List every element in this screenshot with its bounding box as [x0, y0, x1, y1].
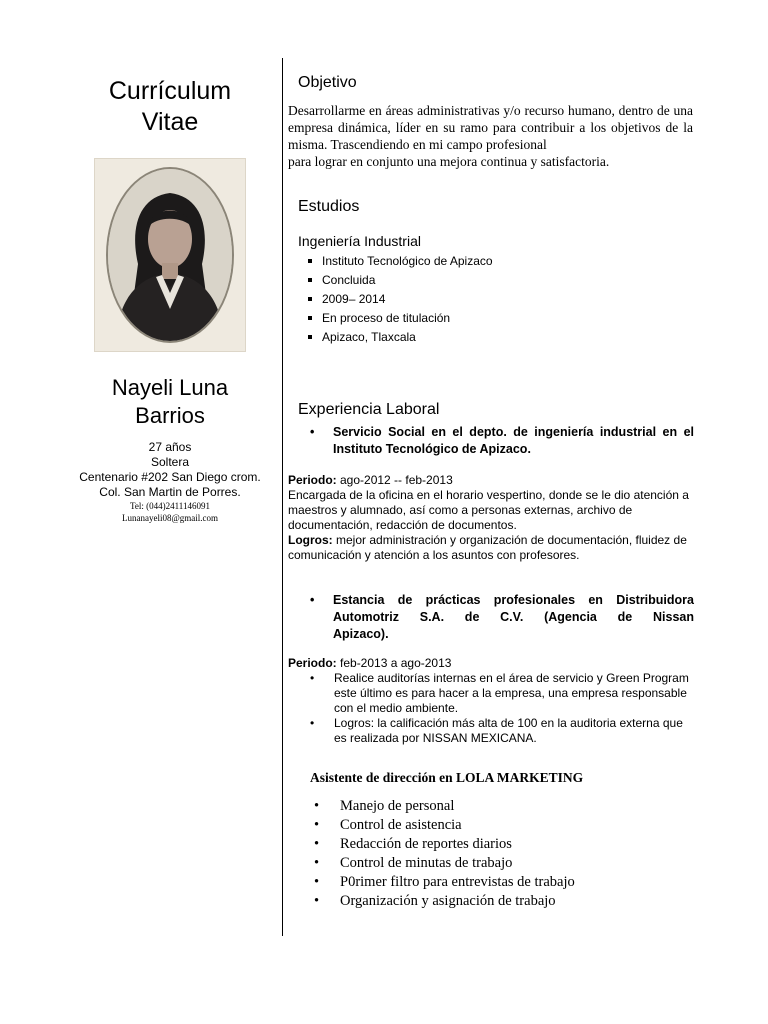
objetivo-text	[288, 102, 693, 170]
phone: Tel: (044)2411146091	[130, 501, 210, 511]
name-line1: Nayeli Luna	[111, 375, 229, 400]
job1-logros	[288, 533, 694, 563]
list-item: • Manejo de personal	[314, 797, 575, 816]
estudios-heading: Estudios	[298, 198, 360, 215]
job1-description: Encargada de la oficina en el horario vespertino, donde se le dio atención a maestros y alumnado, así como a personas externas, archivo de documentación, redacción de documentos.	[288, 488, 689, 532]
cv-title-line2: Vitae	[141, 108, 199, 136]
list-item: Concluida	[306, 271, 493, 290]
sidebar	[60, 72, 280, 524]
period-value: feb-2013 a ago-2013	[336, 656, 452, 670]
logros-label: Logros:	[288, 533, 333, 547]
profile-photo-oval	[106, 167, 234, 343]
objetivo-text-main: Desarrollarme en áreas administrativas y/o recurso humano, dentro de una empresa dinámica, líder en su ramo para contribuir a los objetivos de la misma. Trascendiendo en mi campo profesional	[288, 103, 693, 152]
job2-title	[310, 592, 694, 643]
job1-period	[288, 473, 694, 488]
job1-title-line1: • Servicio Social en el depto. de ingeniería industrial en el	[333, 425, 694, 439]
list-item: • P0rimer filtro para entrevistas de trabajo	[314, 873, 575, 892]
list-item: • Realice auditorías internas en el área de servicio y Green Program este último es para hacer a la empresa, una empresa responsable con el medio ambiente.	[310, 671, 694, 716]
period-label: Periodo:	[288, 656, 337, 670]
list-item: Apizaco, Tlaxcala	[306, 328, 493, 347]
job2-title-line1: • Estancia de prácticas profesionales en Distribuidora	[333, 593, 694, 607]
list-item: 2009– 2014	[306, 290, 493, 309]
career-title: Ingeniería Industrial	[298, 233, 421, 249]
marital-status: Soltera	[150, 455, 190, 469]
vertical-divider	[282, 58, 283, 936]
cv-title-line1: Currículum	[108, 77, 232, 105]
period-value: ago-2012 -- feb-2013	[336, 473, 453, 487]
name-line2: Barrios	[135, 403, 205, 428]
list-item: • Logros: la calificación más alta de 100 en la auditoria externa que es realizada por NISSAN MEXICANA.	[310, 716, 694, 746]
period-label: Periodo:	[288, 473, 337, 487]
full-name	[60, 374, 280, 430]
address-line1: Centenario #202 San Diego crom.	[79, 470, 261, 484]
list-item: • Control de minutas de trabajo	[314, 854, 575, 873]
job2-period	[288, 656, 694, 671]
job3-title: Asistente de dirección en LOLA MARKETING	[310, 770, 584, 785]
estudios-list	[306, 252, 493, 347]
job3-list	[314, 797, 575, 911]
objetivo-heading: Objetivo	[298, 74, 357, 91]
list-item: • Redacción de reportes diarios	[314, 835, 575, 854]
logros-value: mejor administración y organización de documentación, fluidez de comunicación y atención a los asuntos con profesores.	[288, 533, 687, 562]
job1-title	[310, 424, 694, 458]
age: 27 años	[148, 440, 192, 454]
job2-list	[310, 671, 694, 746]
cv-title	[60, 76, 280, 138]
job1-title-line2: Instituto Tecnológico de Apizaco.	[333, 442, 531, 456]
list-item: • Control de asistencia	[314, 816, 575, 835]
experiencia-heading: Experiencia Laboral	[298, 401, 440, 418]
personal-info	[60, 440, 280, 524]
email: Lunanayeli08@gmail.com	[121, 513, 218, 523]
job1-details	[288, 473, 694, 563]
objetivo-text-last: para lograr en conjunto una mejora continua y satisfactoria.	[288, 154, 610, 169]
profile-photo	[94, 158, 246, 352]
list-item: En proceso de titulación	[306, 309, 493, 328]
list-item: • Organización y asignación de trabajo	[314, 892, 575, 911]
job2-title-line2: Automotriz S.A. de C.V. (Agencia de Nissan	[333, 610, 694, 624]
job2-title-line3: Apizaco).	[333, 627, 389, 641]
portrait-illustration	[108, 169, 232, 341]
address-line2: Col. San Martin de Porres.	[99, 485, 241, 499]
list-item: Instituto Tecnológico de Apizaco	[306, 252, 493, 271]
